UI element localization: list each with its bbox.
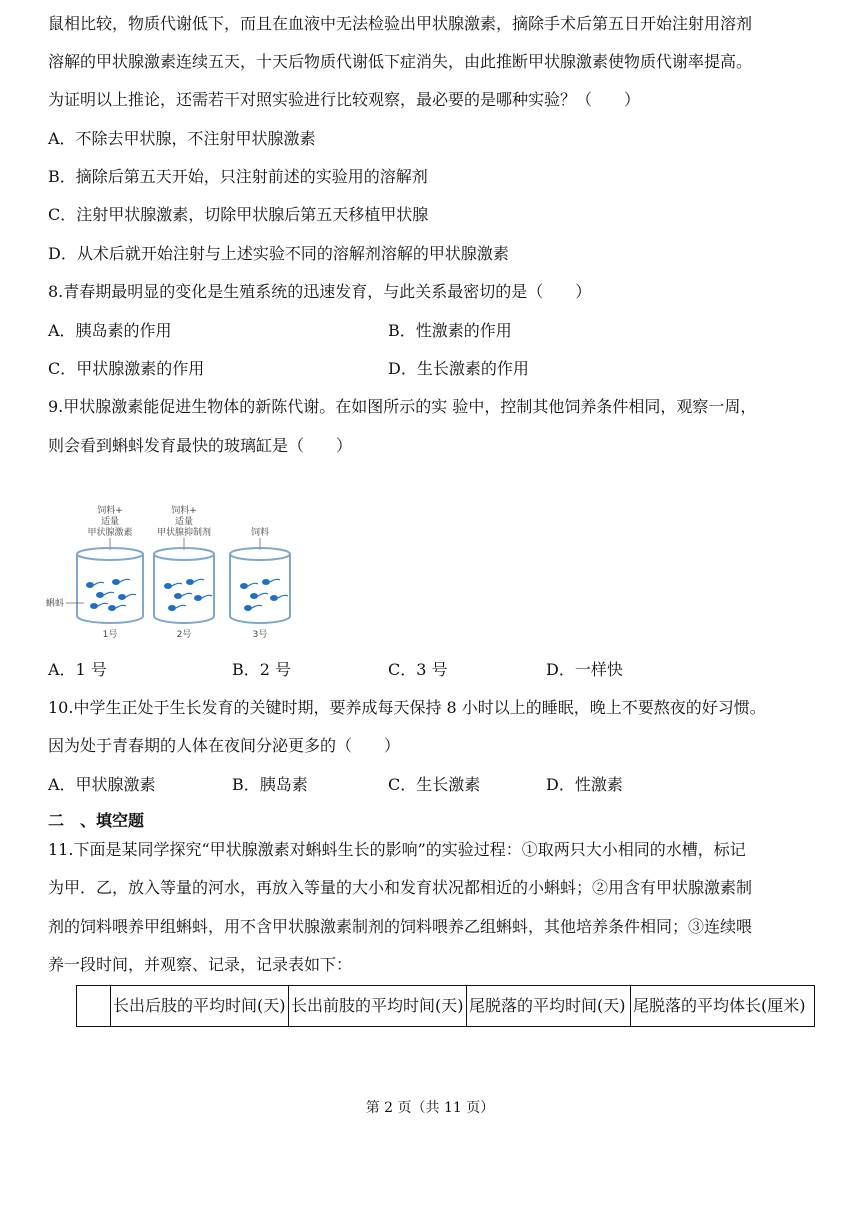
jar2-label-line-3: 甲状腺抑制剂 xyxy=(156,528,212,538)
tadpole-icon xyxy=(174,593,192,599)
tadpole-jars-figure xyxy=(44,502,296,642)
tadpole-icon xyxy=(112,579,130,585)
page-footer: 第 2 页（共 11 页） xyxy=(365,1100,495,1116)
q8-stem: 8.青春期最明显的变化是生殖系统的迅速发育，与此关系最密切的是（ ） xyxy=(48,282,592,301)
q10-option-b: B．胰岛素 xyxy=(232,775,308,794)
q7-option-c: C．注射甲状腺激素，切除甲状腺后第五天移植甲状腺 xyxy=(48,205,429,224)
table-header-cell: 尾脱落的平均时间(天) xyxy=(467,986,631,1027)
jar3-number: 3号 xyxy=(252,630,268,640)
q9-option-b: B．2 号 xyxy=(232,660,292,679)
tadpole-icon xyxy=(118,594,136,600)
tadpole-icon xyxy=(186,579,204,585)
q10-option-a: A．甲状腺激素 xyxy=(48,775,156,794)
tadpole-icons xyxy=(86,579,288,611)
q11-line-4: 养一段时间，并观察、记录，记录表如下： xyxy=(48,955,353,974)
jar2-label-line-2: 适量 xyxy=(174,517,194,527)
tadpole-icon xyxy=(250,593,268,599)
q7-stem-line-1: 鼠相比较，物质代谢低下，而且在血液中无法检验出甲状腺激素，摘除手术后第五日开始注射用溶剂 xyxy=(48,14,753,33)
jar3-label-line-1: 饲料 xyxy=(250,528,270,538)
tadpole-icon xyxy=(244,605,262,611)
q10-option-d: D．性激素 xyxy=(546,775,623,794)
q11-line-2: 为甲．乙，放入等量的河水，再放入等量的大小和发育状况都相近的小蝌蚪；②用含有甲状腺激素制 xyxy=(48,878,753,897)
q8-option-a: A．胰岛素的作用 xyxy=(48,321,172,340)
q8-option-b: B．性激素的作用 xyxy=(388,321,512,340)
q7-option-b: B．摘除后第五天开始，只注射前述的实验用的溶解剂 xyxy=(48,167,428,186)
q10-option-c: C．生长激素 xyxy=(388,775,481,794)
jar-3 xyxy=(230,548,290,623)
tadpole-icon xyxy=(86,582,104,588)
q9-stem-line-2: 则会看到蝌蚪发育最快的玻璃缸是（ ） xyxy=(48,436,353,455)
tadpole-icon xyxy=(270,595,288,601)
q9-option-d: D．一样快 xyxy=(546,660,623,679)
q9-stem-line-1: 9.甲状腺激素能促进生物体的新陈代谢。在如图所示的实 验中，控制其他饲养条件相同，观察一周， xyxy=(48,397,757,416)
jar1-label-line-1: 饲料+ xyxy=(97,506,123,516)
q10-stem-line-1: 10.中学生正处于生长发育的关键时期，要养成每天保持 8 小时以上的睡眠，晚上不要熬夜的好习惯。 xyxy=(48,698,766,717)
tadpole-side-label: 蝌蚪 xyxy=(46,599,65,609)
jar2-label-line-1: 饲料+ xyxy=(171,506,197,516)
jar-2 xyxy=(154,548,214,623)
tadpole-icon xyxy=(164,583,182,589)
q7-stem-line-3: 为证明以上推论，还需若干对照实验进行比较观察，最必要的是哪种实验？（ ） xyxy=(48,90,641,109)
table-header-cell: 尾脱落的平均体长(厘米) xyxy=(631,986,815,1027)
tadpole-icon xyxy=(194,595,212,601)
jar1-number: 1号 xyxy=(102,630,118,640)
tadpole-icon xyxy=(90,603,108,609)
jar1-label-line-2: 适量 xyxy=(100,517,120,527)
tadpole-icon xyxy=(96,592,114,598)
q7-stem-line-2: 溶解的甲状腺激素连续五天，十天后物质代谢低下症消失，由此推断甲状腺激素使物质代谢率提高。 xyxy=(48,52,753,71)
table-header-cell xyxy=(77,986,111,1027)
q9-option-a: A．1 号 xyxy=(48,660,107,679)
table-header-cell: 长出后肢的平均时间(天) xyxy=(111,986,289,1027)
q9-option-c: C．3 号 xyxy=(388,660,448,679)
q7-option-a: A．不除去甲状腺，不注射甲状腺激素 xyxy=(48,129,316,148)
tadpole-icon xyxy=(262,579,280,585)
jar1-label-line-3: 甲状腺激素 xyxy=(87,528,133,538)
table-header-cell: 长出前肢的平均时间(天) xyxy=(289,986,467,1027)
jar2-number: 2号 xyxy=(176,630,192,640)
q8-option-c: C．甲状腺激素的作用 xyxy=(48,359,205,378)
q11-line-1: 11.下面是某同学探究“甲状腺激素对蝌蚪生长的影响”的实验过程：①取两只大小相同的水槽，标记 xyxy=(48,840,746,859)
table-header-row xyxy=(77,986,815,1027)
q10-stem-line-2: 因为处于青春期的人体在夜间分泌更多的（ ） xyxy=(48,736,401,755)
tadpole-icon xyxy=(108,605,126,611)
tadpole-icon xyxy=(240,583,258,589)
tadpole-icon xyxy=(168,605,186,611)
q11-line-3: 剂的饲料喂养甲组蝌蚪，用不含甲状腺激素制剂的饲料喂养乙组蝌蚪，其他培养条件相同；③连续喂 xyxy=(48,917,753,936)
record-table xyxy=(76,985,815,1027)
q7-option-d: D．从术后就开始注射与上述实验不同的溶解剂溶解的甲状腺激素 xyxy=(48,244,509,263)
q8-option-d: D．生长激素的作用 xyxy=(388,359,529,378)
section-title-fill-in: 二 、填空题 xyxy=(48,811,145,830)
